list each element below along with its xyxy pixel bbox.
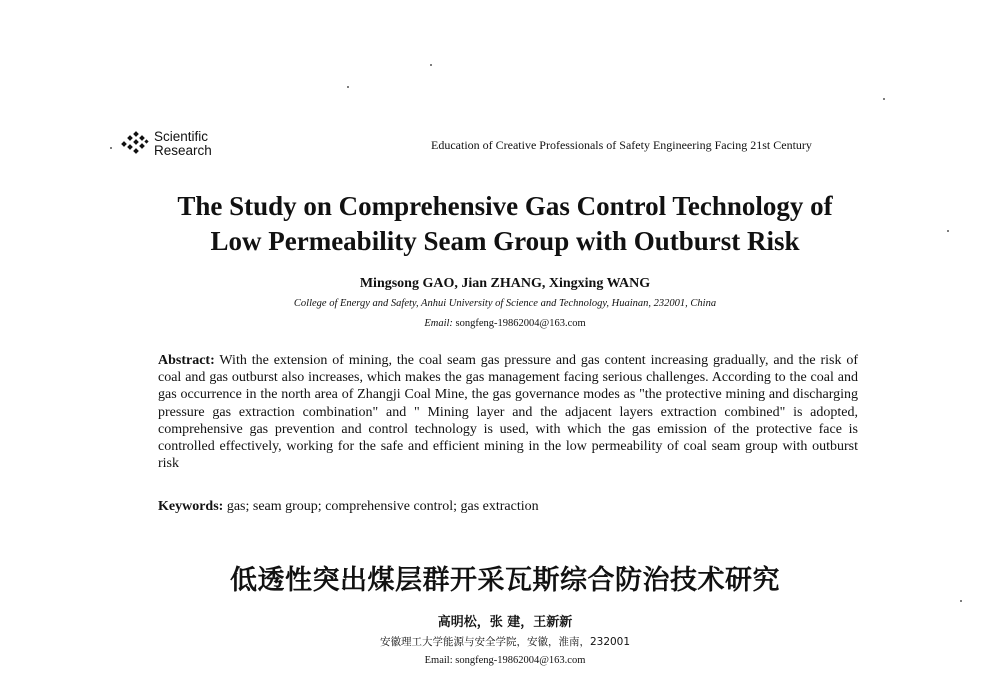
publisher-logo-line1: Scientific — [154, 129, 209, 144]
chinese-email-label: Email: — [424, 655, 453, 666]
running-head: Education of Creative Professionals of Safety Engineering Facing 21st Century — [431, 138, 812, 152]
email-address: songfeng-19862004@163.com — [455, 318, 586, 329]
scan-speck — [883, 98, 885, 100]
dots-cluster-icon — [120, 131, 150, 157]
keywords-text: gas; seam group; comprehensive control; gas extraction — [226, 499, 539, 514]
scan-speck — [347, 86, 349, 88]
chinese-title: 低透性突出煤层群开采瓦斯综合防治技术研究 — [230, 565, 780, 596]
paper-title-line1: The Study on Comprehensive Gas Control Technology of — [177, 191, 833, 221]
scan-speck — [947, 230, 949, 232]
scan-speck — [430, 64, 432, 66]
chinese-authors: 高明松，张 建，王新新 — [437, 615, 573, 630]
abstract-label: Abstract: — [158, 353, 215, 368]
paper-title — [100, 189, 910, 259]
authors: Mingsong GAO, Jian ZHANG, Xingxing WANG — [359, 276, 651, 291]
scan-speck — [110, 147, 112, 149]
scan-speck — [960, 600, 962, 602]
chinese-email-line — [100, 655, 910, 666]
email-label: Email: — [424, 318, 453, 329]
chinese-affiliation: 安徽理工大学能源与安全学院，安徽，淮南，232001 — [379, 636, 631, 648]
affiliation: College of Energy and Safety, Anhui University of Science and Technology, Huainan, 232001, China — [293, 298, 717, 309]
email-line — [100, 318, 910, 329]
chinese-email-address: songfeng-19862004@163.com — [455, 655, 586, 666]
publisher-logo — [120, 130, 212, 158]
keywords-label: Keywords: — [158, 499, 224, 514]
keywords — [158, 499, 858, 515]
abstract-text: With the extension of mining, the coal seam gas pressure and gas content increasing gradually, and the risk of coal and gas outburst also increases, which makes the gas management facing serious challenges. According to the coal and gas occurrence in the north area of Zhangji Coal Mine, the gas governance modes as "the protective mining and discharging pressure gas extraction combination" and " Mining layer and the adjacent layers extraction combined" is adopted, comprehensive gas prevention and control technology is used, with which the gas emission of the protective face is controlled effectively, working for the safe and efficient mining in the low permeability of coal seam group with outburst risk — [158, 353, 858, 472]
abstract — [158, 352, 858, 472]
paper-title-line2: Low Permeability Seam Group with Outburst Risk — [210, 226, 800, 256]
publisher-logo-text — [154, 130, 212, 158]
publisher-logo-line2: Research — [154, 143, 212, 158]
